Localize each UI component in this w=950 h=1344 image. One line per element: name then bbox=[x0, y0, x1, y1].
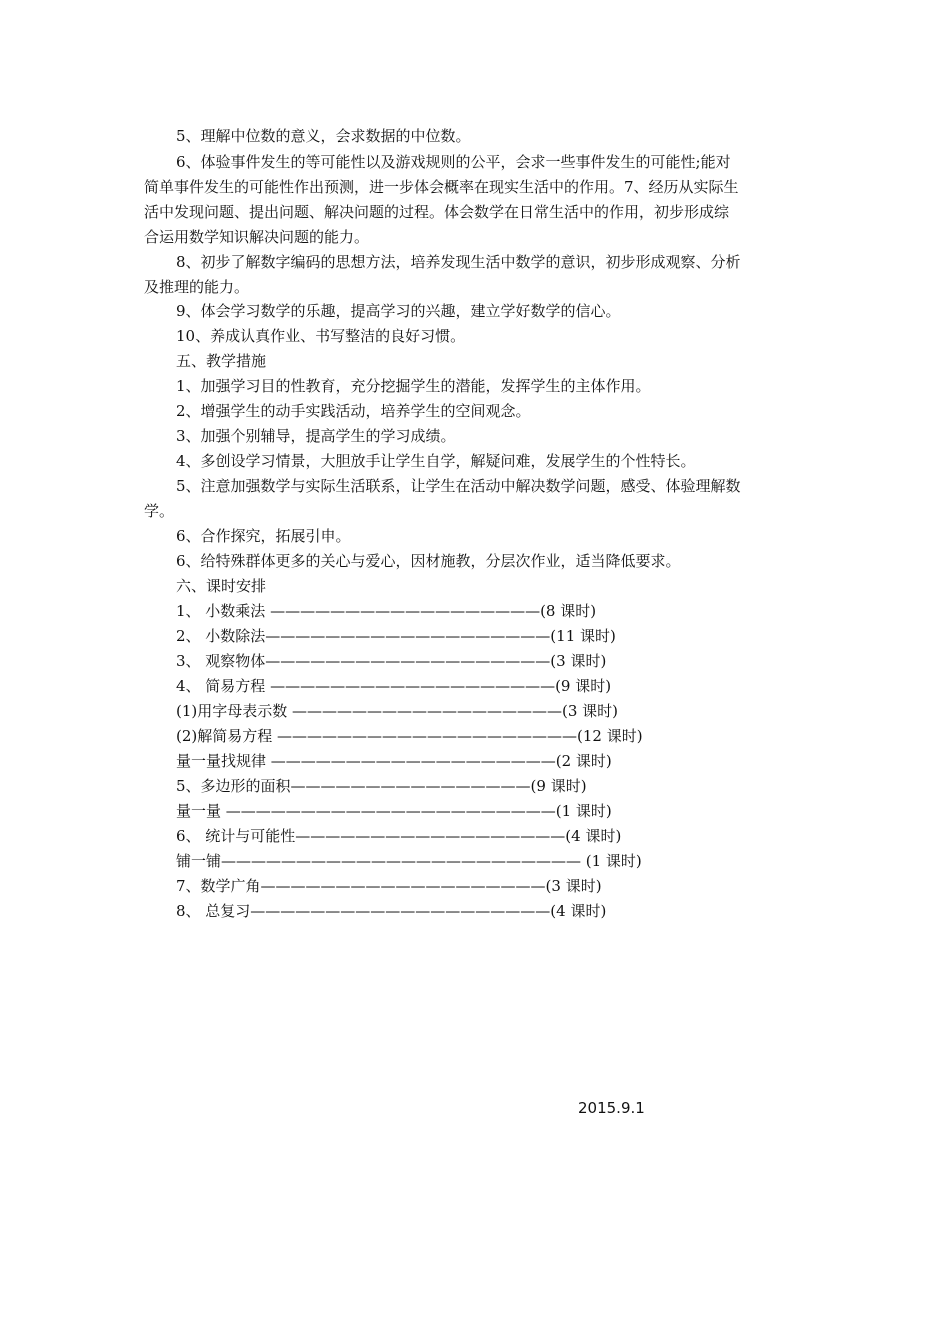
goal-6-line-2: 简单事件发生的可能性作出预测，进一步体会概率在现实生活中的作用。7、经历从实际生 bbox=[144, 178, 739, 196]
schedule-item-statistics-probability: 6、 统计与可能性——————————————————(4 课时) bbox=[176, 827, 622, 845]
schedule-item-tiling: 铺一铺———————————————————————— (1 课时) bbox=[176, 852, 642, 870]
schedule-item-math-corner: 7、数学广角———————————————————(3 课时) bbox=[176, 877, 602, 895]
measures-heading: 五、教学措施 bbox=[176, 352, 267, 370]
document-date: 2015.9.1 bbox=[578, 1099, 645, 1117]
measure-5-line-1: 5、注意加强数学与实际生活联系，让学生在活动中解决数学问题，感受、体验理解数 bbox=[176, 477, 741, 495]
measure-3: 3、加强个别辅导，提高学生的学习成绩。 bbox=[176, 427, 456, 445]
schedule-item-measure-find-patterns: 量一量找规律 ———————————————————(2 课时) bbox=[176, 752, 612, 770]
schedule-item-measure: 量一量 ——————————————————————(1 课时) bbox=[176, 802, 612, 820]
schedule-item-simple-equations: 4、 简易方程 ———————————————————(9 课时) bbox=[176, 677, 612, 695]
goal-6-line-1: 6、体验事件发生的等可能性以及游戏规则的公平，会求一些事件发生的可能性;能对 bbox=[176, 153, 731, 171]
measure-2: 2、增强学生的动手实践活动，培养学生的空间观念。 bbox=[176, 402, 531, 420]
schedule-item-review: 8、 总复习————————————————————(4 课时) bbox=[176, 902, 607, 920]
goal-8-line-1: 8、初步了解数字编码的思想方法，培养发现生活中数学的意识，初步形成观察、分析 bbox=[176, 253, 741, 271]
goal-7-line-2: 合运用数学知识解决问题的能力。 bbox=[144, 228, 370, 246]
measure-4: 4、多创设学习情景，大胆放手让学生自学，解疑问难，发展学生的个性特长。 bbox=[176, 452, 696, 470]
schedule-item-observing-objects: 3、 观察物体———————————————————(3 课时) bbox=[176, 652, 607, 670]
goal-8-line-2: 及推理的能力。 bbox=[144, 278, 250, 296]
schedule-item-decimal-multiplication: 1、 小数乘法 ——————————————————(8 课时) bbox=[176, 602, 597, 620]
goal-9: 9、体会学习数学的乐趣，提高学习的兴趣，建立学好数学的信心。 bbox=[176, 302, 621, 320]
schedule-item-solving-equations: (2)解简易方程 ————————————————————(12 课时) bbox=[176, 727, 643, 745]
schedule-heading: 六、课时安排 bbox=[176, 577, 267, 595]
goal-10: 10、养成认真作业、书写整洁的良好习惯。 bbox=[176, 327, 466, 345]
measure-6b: 6、给特殊群体更多的关心与爱心，因材施教，分层次作业，适当降低要求。 bbox=[176, 552, 681, 570]
schedule-item-letters-for-numbers: (1)用字母表示数 ——————————————————(3 课时) bbox=[176, 702, 619, 720]
measure-6a: 6、合作探究，拓展引申。 bbox=[176, 527, 351, 545]
measure-5-line-2: 学。 bbox=[144, 502, 175, 520]
goal-5: 5、理解中位数的意义，会求数据的中位数。 bbox=[176, 127, 471, 145]
goal-7-line-1: 活中发现问题、提出问题、解决问题的过程。体会数学在日常生活中的作用，初步形成综 bbox=[144, 203, 730, 221]
schedule-item-decimal-division: 2、 小数除法———————————————————(11 课时) bbox=[176, 627, 616, 645]
measure-1: 1、加强学习目的性教育，充分挖掘学生的潜能，发挥学生的主体作用。 bbox=[176, 377, 651, 395]
schedule-item-polygon-area: 5、多边形的面积————————————————(9 课时) bbox=[176, 777, 587, 795]
